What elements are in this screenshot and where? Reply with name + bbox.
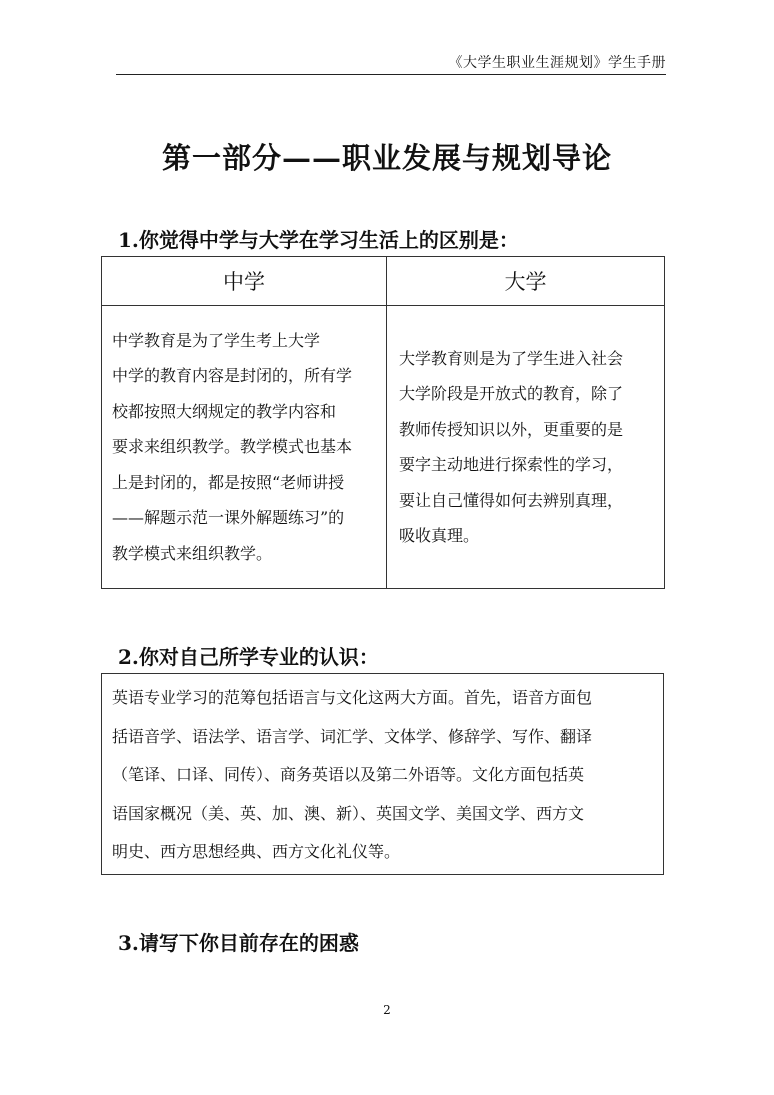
column-header-university: 大学: [387, 257, 665, 306]
university-text: [387, 341, 664, 554]
text-line: 教学模式来组织教学。: [112, 543, 273, 563]
university-cell: [387, 306, 665, 589]
text-line: 要字主动地进行探索性的学习，: [399, 455, 624, 474]
running-header: 《大学生职业生涯规划》学生手册: [448, 55, 666, 71]
table-header-row: [102, 257, 665, 306]
question-3-heading: 3.请写下你目前存在的困惑: [118, 931, 359, 955]
column-header-middle-school: 中学: [102, 257, 387, 306]
question-1-heading: 1.你觉得中学与大学在学习生活上的区别是：: [118, 228, 519, 252]
text-line: 要让自己懂得如何去辨别真理，: [399, 490, 624, 510]
text-line: 大学教育则是为了学生进入社会: [399, 348, 624, 368]
text-line: 校都按照大纲规定的教学内容和: [112, 401, 337, 421]
text-line: 明史、西方思想经典、西方文化礼仪等。: [112, 842, 401, 861]
question-2-heading: 2.你对自己所学专业的认识：: [118, 645, 379, 669]
text-line: （笔译、口译、同传）、商务英语以及第二外语等。文化方面包括英: [112, 765, 585, 784]
text-line: 中学的教育内容是封闭的，所有学: [112, 366, 353, 386]
text-line: ——解题示范一课外解题练习”的: [112, 508, 345, 528]
text-line: 大学阶段是开放式的教育，除了: [399, 384, 624, 403]
middle-school-text: [102, 323, 386, 572]
page-number: 2: [383, 1003, 391, 1017]
table-row: [102, 306, 665, 589]
text-line: 英语专业学习的范筹包括语言与文化这两大方面。首先，语音方面包: [112, 688, 593, 707]
text-line: 要求来组织教学。教学模式也基本: [112, 437, 353, 457]
text-line: 教师传授知识以外，更重要的是: [399, 419, 624, 439]
page-title: 第一部分——职业发展与规划导论: [161, 141, 612, 175]
major-understanding-box: [101, 673, 664, 875]
text-line: 吸收真理。: [399, 526, 480, 545]
text-line: 上是封闭的，都是按照“老师讲授: [112, 472, 345, 492]
comparison-table: [101, 256, 665, 589]
middle-school-cell: [102, 306, 387, 589]
text-line: 中学教育是为了学生考上大学: [112, 330, 321, 350]
text-line: 括语音学、语法学、语言学、词汇学、文体学、修辞学、写作、翻译: [112, 726, 593, 746]
header-rule: [116, 74, 666, 75]
text-line: 语国家概况（美、英、加、澳、新）、英国文学、美国文学、西方文: [112, 803, 585, 823]
